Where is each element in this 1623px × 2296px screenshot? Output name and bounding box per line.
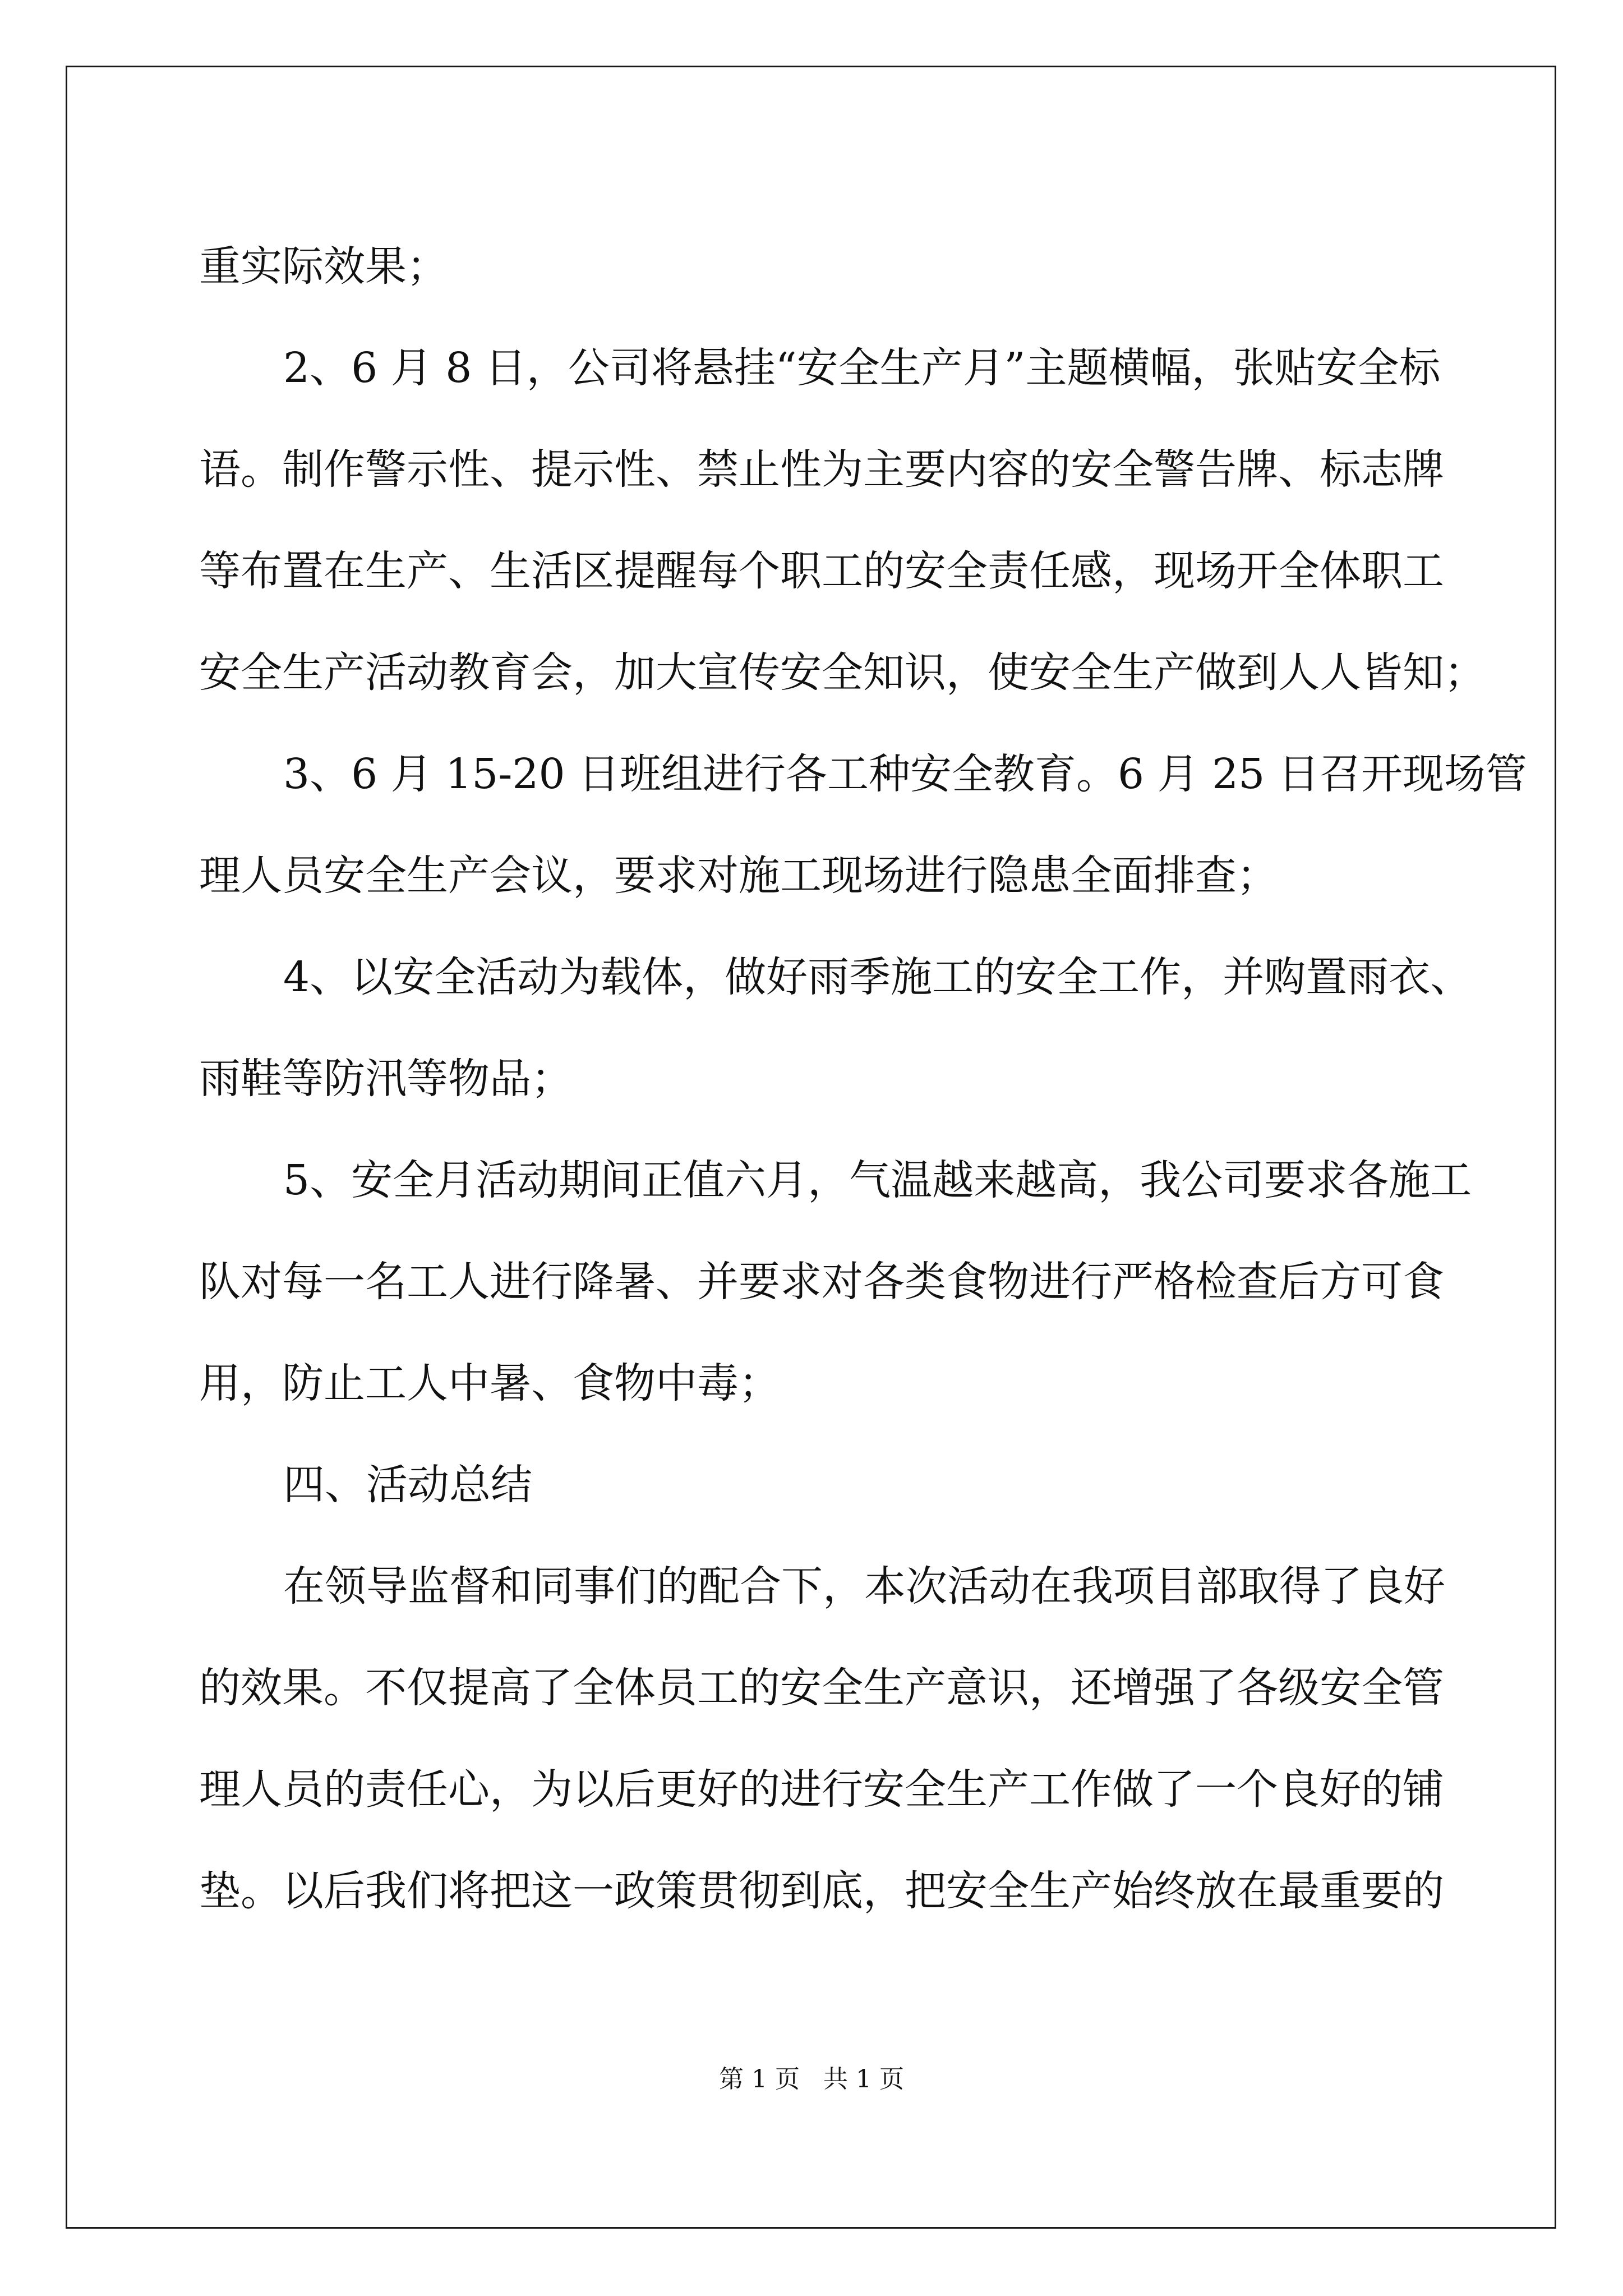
text-line-17: 垫。以后我们将把这一政策贯彻到底，把安全生产始终放在最重要的 — [199, 1867, 1444, 1915]
text-line-5: 安全生产活动教育会，加大宣传安全知识，使安全生产做到人人皆知； — [199, 648, 1486, 697]
text-line-2: 2、6 月 8 日，公司将悬挂“安全生产月”主题横幅，张贴安全标 — [283, 344, 1441, 392]
text-line-1: 重实际效果； — [199, 242, 448, 291]
text-line-11: 队对每一名工人进行降暑、并要求对各类食物进行严格检查后方可食 — [199, 1258, 1444, 1306]
text-line-9: 雨鞋等防汛等物品； — [199, 1055, 573, 1103]
text-line-10: 5、安全月活动期间正值六月，气温越来越高，我公司要求各施工 — [283, 1156, 1472, 1204]
text-line-3: 语。制作警示性、提示性、禁止性为主要内容的安全警告牌、标志牌 — [199, 445, 1444, 494]
text-line-16: 理人员的责任心，为以后更好的进行安全生产工作做了一个良好的铺 — [199, 1765, 1444, 1814]
text-line-14: 在领导监督和同事们的配合下，本次活动在我项目部取得了良好 — [283, 1562, 1445, 1611]
text-line-8: 4、以安全活动为载体，做好雨季施工的安全工作，并购置雨衣、 — [283, 953, 1472, 1001]
page-footer: 第 1 页 共 1 页 — [719, 2065, 904, 2093]
document-body — [199, 216, 1527, 1942]
text-line-4: 等布置在生产、生活区提醒每个职工的安全责任感，现场开全体职工 — [199, 547, 1444, 595]
text-line-15: 的效果。不仅提高了全体员工的安全生产意识，还增强了各级安全管 — [199, 1664, 1444, 1712]
section-heading: 四、活动总结 — [283, 1461, 532, 1509]
text-line-12: 用，防止工人中暑、食物中毒； — [199, 1359, 780, 1407]
text-line-7: 理人员安全生产会议，要求对施工现场进行隐患全面排查； — [199, 852, 1278, 900]
text-line-6: 3、6 月 15-20 日班组进行各工种安全教育。6 月 25 日召开现场管 — [283, 750, 1527, 798]
